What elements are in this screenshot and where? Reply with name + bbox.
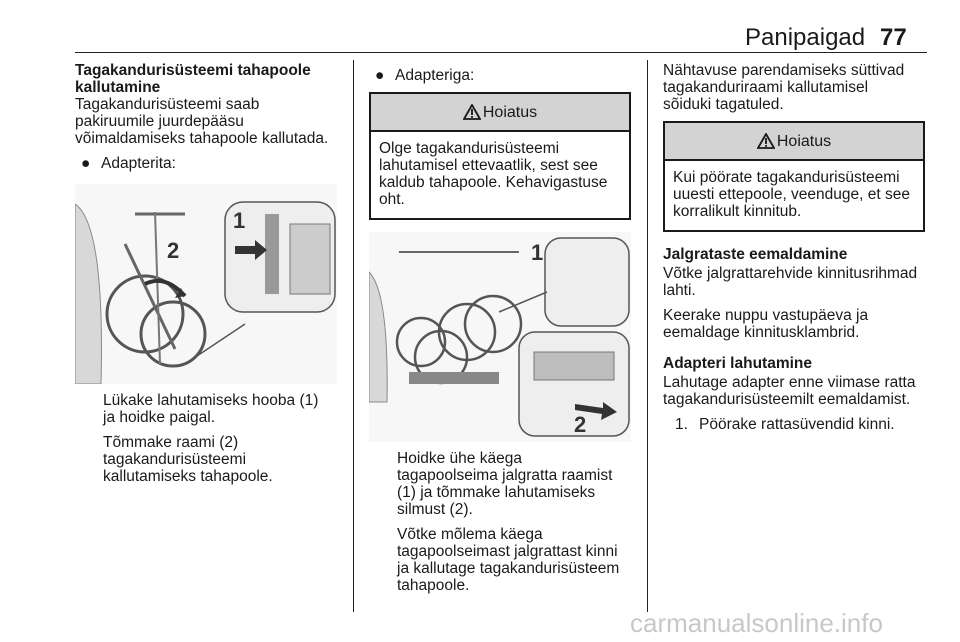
- paragraph: [75, 96, 345, 147]
- text-line: võimaldamiseks tahapoole kallutada.: [75, 130, 329, 147]
- text-line: oht.: [379, 191, 405, 208]
- figure-label: 2: [167, 238, 180, 263]
- numbered-item: [663, 416, 925, 433]
- figure-label: 1: [233, 208, 246, 233]
- figure-label: 1: [531, 240, 544, 265]
- text-line: ja kallutage tagakandurisüsteem: [397, 560, 620, 577]
- paragraph: [663, 307, 925, 341]
- text-line: tagakandurisüsteemilt eemaldamist.: [663, 391, 911, 408]
- text-line: pakiruumile juurdepääsu: [75, 113, 244, 130]
- warning-title: Hoiatus: [482, 103, 538, 121]
- text-line: tagakanduriraami kallutamisel: [663, 79, 869, 96]
- text-line: tahapoole.: [397, 577, 470, 594]
- text-line: ja hoidke paigal.: [103, 409, 216, 426]
- list-number: 1.: [675, 416, 688, 433]
- warning-box: [369, 92, 631, 220]
- step-text: [397, 526, 631, 594]
- text-line: Võtke jalgrattarehvide kinnitusrihmad: [663, 265, 918, 282]
- bullet-icon: ●: [81, 155, 91, 172]
- column-3: [663, 62, 925, 433]
- text-line: Tõmmake raami (2): [103, 434, 239, 451]
- figure-bike-carrier-with-adapter: [369, 232, 631, 442]
- text-line: Olge tagakandurisüsteemi: [379, 140, 560, 157]
- list-text: Pöörake rattasüvendid kinni.: [699, 416, 895, 433]
- warning-header: [371, 94, 629, 132]
- text-line: Lükake lahutamiseks hooba (1): [103, 392, 319, 409]
- step-text: [103, 392, 345, 426]
- bullet-item: [75, 155, 345, 172]
- warning-box: [663, 121, 925, 232]
- column-1: [75, 62, 345, 493]
- text-line: tagapoolseima jalgratta raamist: [397, 467, 613, 484]
- instruction-step: [75, 392, 345, 485]
- paragraph: [663, 265, 925, 299]
- step-text: [397, 450, 631, 518]
- instruction-step: [369, 450, 631, 594]
- text-line: uuesti ettepoole, veenduge, et see: [673, 186, 910, 203]
- figure-bike-carrier-no-adapter: [75, 184, 337, 384]
- figure-label: 2: [574, 412, 587, 437]
- page-number: 77: [880, 24, 907, 51]
- paragraph: [663, 374, 925, 408]
- warning-body: [371, 132, 629, 218]
- section-heading: Jalgrataste eemaldamine: [663, 246, 848, 263]
- bullet-text: Adapterita:: [101, 155, 176, 172]
- text-line: Nähtavuse parendamiseks süttivad: [663, 62, 905, 79]
- warning-triangle-icon: [463, 104, 481, 120]
- header-divider: [75, 52, 927, 53]
- text-line: Tagakandurisüsteemi saab: [75, 96, 260, 113]
- warning-title: Hoiatus: [776, 132, 832, 150]
- text-line: lahutamisel ettevaatlik, sest see: [379, 157, 598, 174]
- column-2: [369, 62, 631, 602]
- text-line: Hoidke ühe käega: [397, 450, 522, 467]
- column-divider: [353, 60, 354, 612]
- text-line: Kui pöörate tagakandurisüsteemi: [673, 169, 900, 186]
- warning-body: [665, 161, 923, 230]
- heading-text: Tagakandurisüsteemi tahapoole kallutamine: [75, 62, 311, 96]
- step-text: [103, 434, 345, 485]
- section-title: Panipaigad: [745, 24, 866, 51]
- text-line: kaldub tahapoole. Kehavigastuse: [379, 174, 608, 191]
- text-line: eemaldage kinnitusklambrid.: [663, 324, 860, 341]
- text-line: korralikult kinnitub.: [673, 203, 802, 220]
- bullet-item: [369, 67, 631, 84]
- text-line: tagapoolseimast jalgrattast kinni: [397, 543, 618, 560]
- text-line: kallutamiseks tahapoole.: [103, 468, 273, 485]
- watermark: carmanualsonline.info: [630, 608, 883, 638]
- section-heading: [75, 62, 345, 96]
- text-line: Lahutage adapter enne viimase ratta: [663, 374, 916, 391]
- text-line: tagakandurisüsteemi: [103, 451, 247, 468]
- bullet-icon: ●: [375, 67, 385, 84]
- text-line: Võtke mõlema käega: [397, 526, 543, 543]
- bullet-text: Adapteriga:: [395, 67, 475, 84]
- text-line: lahti.: [663, 282, 696, 299]
- text-line: silmust (2).: [397, 501, 473, 518]
- warning-header: [665, 123, 923, 161]
- text-line: sõiduki tagatuled.: [663, 96, 784, 113]
- section-heading: Adapteri lahutamine: [663, 355, 812, 372]
- paragraph: [663, 62, 925, 113]
- column-divider: [647, 60, 648, 612]
- warning-triangle-icon: [757, 133, 775, 149]
- text-line: (1) ja tõmmake lahutamiseks: [397, 484, 596, 501]
- text-line: Keerake nuppu vastupäeva ja: [663, 307, 869, 324]
